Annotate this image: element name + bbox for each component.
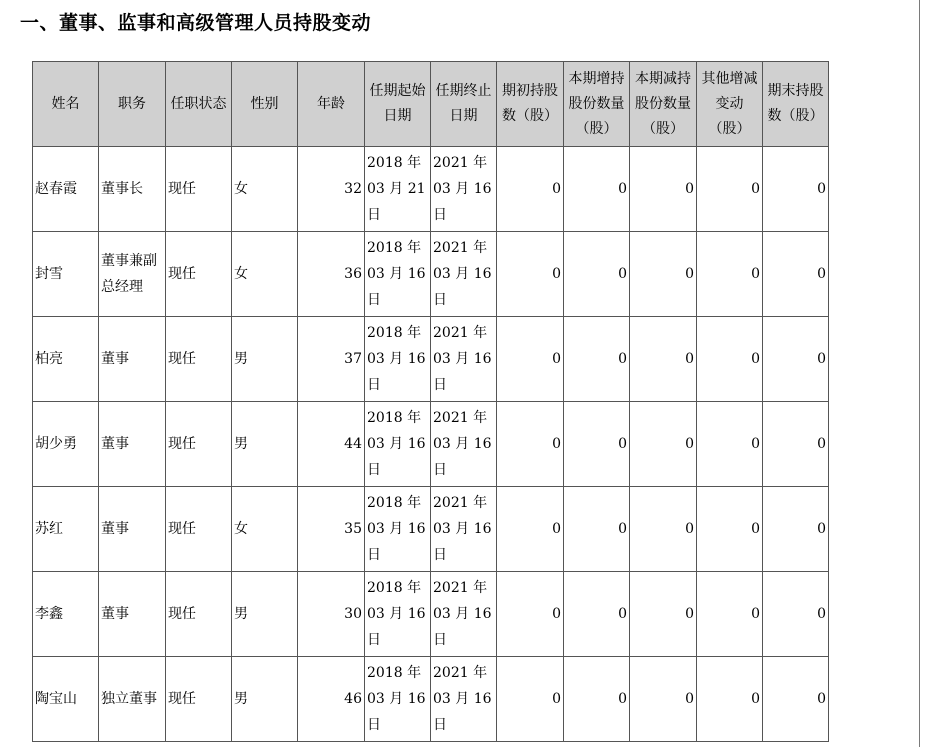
cell-decrease-shares: 0 (630, 232, 697, 317)
page-edge-rule (919, 0, 920, 747)
cell-closing-shares: 0 (763, 572, 829, 657)
table-row (33, 657, 829, 742)
cell-other-change: 0 (697, 317, 763, 402)
table-row (33, 147, 829, 232)
cell-term-start: 2018 年 03 月 21 日 (365, 147, 431, 232)
cell-term-end: 2021 年 03 月 16 日 (431, 317, 497, 402)
cell-title: 董事 (99, 487, 166, 572)
cell-status: 现任 (166, 317, 232, 402)
header-title: 职务 (99, 62, 166, 147)
cell-term-start: 2018 年 03 月 16 日 (365, 572, 431, 657)
cell-decrease-shares: 0 (630, 402, 697, 487)
cell-opening-shares: 0 (497, 657, 564, 742)
header-opening-shares: 期初持股数（股） (497, 62, 564, 147)
cell-other-change: 0 (697, 572, 763, 657)
cell-gender: 男 (232, 572, 298, 657)
cell-age: 37 (298, 317, 365, 402)
header-gender: 性别 (232, 62, 298, 147)
cell-other-change: 0 (697, 147, 763, 232)
cell-decrease-shares: 0 (630, 487, 697, 572)
cell-title: 董事 (99, 402, 166, 487)
cell-other-change: 0 (697, 402, 763, 487)
cell-gender: 男 (232, 402, 298, 487)
cell-age: 30 (298, 572, 365, 657)
cell-title: 董事 (99, 572, 166, 657)
header-name: 姓名 (33, 62, 99, 147)
table-row (33, 317, 829, 402)
cell-gender: 女 (232, 232, 298, 317)
cell-decrease-shares: 0 (630, 572, 697, 657)
cell-name: 胡少勇 (33, 402, 99, 487)
header-increase-shares: 本期增持股份数量（股） (564, 62, 630, 147)
cell-opening-shares: 0 (497, 487, 564, 572)
cell-gender: 女 (232, 147, 298, 232)
cell-closing-shares: 0 (763, 232, 829, 317)
cell-opening-shares: 0 (497, 402, 564, 487)
table-row (33, 232, 829, 317)
cell-closing-shares: 0 (763, 147, 829, 232)
cell-gender: 女 (232, 487, 298, 572)
table-row (33, 487, 829, 572)
cell-other-change: 0 (697, 487, 763, 572)
cell-status: 现任 (166, 657, 232, 742)
cell-term-start: 2018 年 03 月 16 日 (365, 657, 431, 742)
cell-increase-shares: 0 (564, 487, 630, 572)
cell-closing-shares: 0 (763, 657, 829, 742)
cell-age: 44 (298, 402, 365, 487)
cell-decrease-shares: 0 (630, 147, 697, 232)
cell-name: 李鑫 (33, 572, 99, 657)
cell-decrease-shares: 0 (630, 317, 697, 402)
cell-term-end: 2021 年 03 月 16 日 (431, 657, 497, 742)
cell-term-end: 2021 年 03 月 16 日 (431, 487, 497, 572)
cell-status: 现任 (166, 232, 232, 317)
cell-term-end: 2021 年 03 月 16 日 (431, 232, 497, 317)
cell-closing-shares: 0 (763, 487, 829, 572)
shareholding-table (32, 61, 829, 742)
cell-other-change: 0 (697, 232, 763, 317)
cell-title: 董事长 (99, 147, 166, 232)
cell-increase-shares: 0 (564, 147, 630, 232)
header-term-start: 任期起始日期 (365, 62, 431, 147)
cell-increase-shares: 0 (564, 232, 630, 317)
cell-increase-shares: 0 (564, 657, 630, 742)
header-closing-shares: 期末持股数（股） (763, 62, 829, 147)
cell-closing-shares: 0 (763, 402, 829, 487)
cell-age: 36 (298, 232, 365, 317)
cell-increase-shares: 0 (564, 317, 630, 402)
cell-term-end: 2021 年 03 月 16 日 (431, 572, 497, 657)
cell-title: 董事 (99, 317, 166, 402)
header-other-change: 其他增减变动（股） (697, 62, 763, 147)
cell-opening-shares: 0 (497, 147, 564, 232)
cell-name: 赵春霞 (33, 147, 99, 232)
section-title: 一、董事、监事和高级管理人员持股变动 (20, 12, 372, 34)
cell-term-end: 2021 年 03 月 16 日 (431, 402, 497, 487)
cell-term-start: 2018 年 03 月 16 日 (365, 232, 431, 317)
cell-name: 封雪 (33, 232, 99, 317)
cell-opening-shares: 0 (497, 232, 564, 317)
cell-status: 现任 (166, 487, 232, 572)
cell-term-start: 2018 年 03 月 16 日 (365, 487, 431, 572)
cell-status: 现任 (166, 402, 232, 487)
cell-name: 陶宝山 (33, 657, 99, 742)
cell-status: 现任 (166, 147, 232, 232)
cell-gender: 男 (232, 657, 298, 742)
cell-term-end: 2021 年 03 月 16 日 (431, 147, 497, 232)
cell-age: 35 (298, 487, 365, 572)
cell-title: 独立董事 (99, 657, 166, 742)
cell-gender: 男 (232, 317, 298, 402)
cell-name: 柏亮 (33, 317, 99, 402)
header-age: 年龄 (298, 62, 365, 147)
cell-other-change: 0 (697, 657, 763, 742)
header-status: 任职状态 (166, 62, 232, 147)
cell-decrease-shares: 0 (630, 657, 697, 742)
cell-age: 46 (298, 657, 365, 742)
cell-opening-shares: 0 (497, 317, 564, 402)
cell-term-start: 2018 年 03 月 16 日 (365, 317, 431, 402)
table-row (33, 572, 829, 657)
table-row (33, 402, 829, 487)
cell-name: 苏红 (33, 487, 99, 572)
header-term-end: 任期终止日期 (431, 62, 497, 147)
table-header-row (33, 62, 829, 147)
cell-increase-shares: 0 (564, 572, 630, 657)
cell-status: 现任 (166, 572, 232, 657)
cell-increase-shares: 0 (564, 402, 630, 487)
cell-title: 董事兼副总经理 (99, 232, 166, 317)
cell-closing-shares: 0 (763, 317, 829, 402)
cell-term-start: 2018 年 03 月 16 日 (365, 402, 431, 487)
cell-opening-shares: 0 (497, 572, 564, 657)
cell-age: 32 (298, 147, 365, 232)
header-decrease-shares: 本期减持股份数量（股） (630, 62, 697, 147)
